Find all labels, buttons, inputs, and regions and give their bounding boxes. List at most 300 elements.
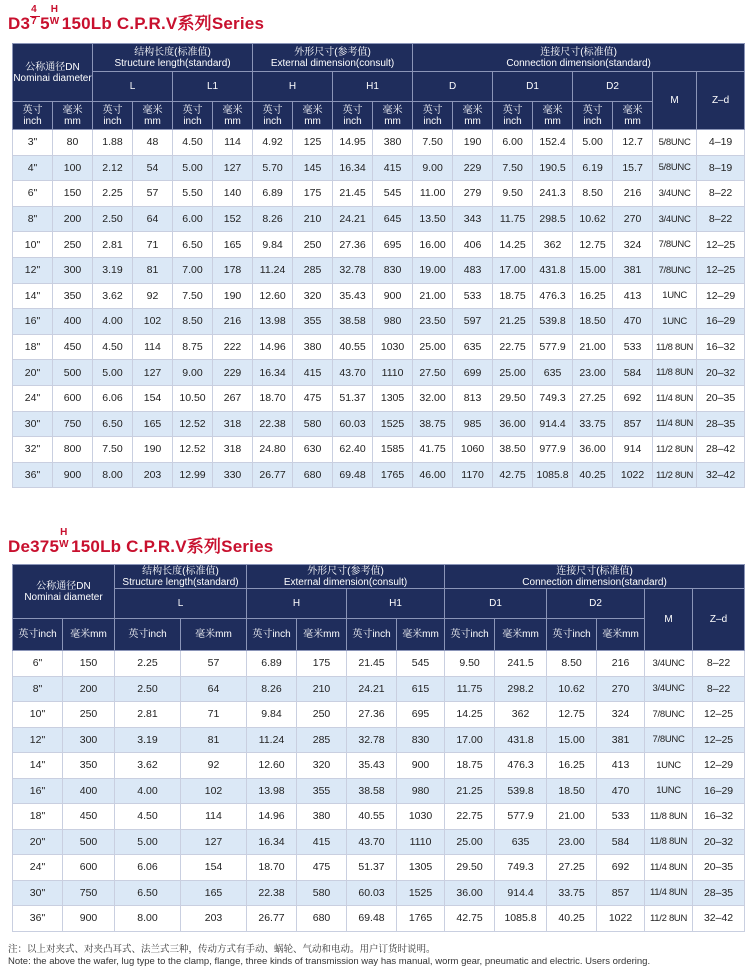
- table-row: [13, 778, 745, 804]
- table-cell: 46.00: [413, 462, 453, 488]
- table-cell: 1305: [373, 385, 413, 411]
- table-row: [13, 651, 745, 677]
- table-cell: 533: [453, 283, 493, 309]
- table-cell: 12.60: [253, 283, 293, 309]
- table-cell: 14.25: [493, 232, 533, 258]
- table-cell: 21.00: [413, 283, 453, 309]
- table-cell: 42.75: [445, 906, 495, 932]
- table-cell: 203: [133, 462, 173, 488]
- table-cell: 16.00: [413, 232, 453, 258]
- table-cell: 36.00: [493, 411, 533, 437]
- unit-inch: 英寸 inch: [253, 102, 293, 130]
- table-cell: 57: [181, 651, 247, 677]
- table-cell: 38.58: [347, 778, 397, 804]
- table1-dimensions: [12, 43, 745, 488]
- table-cell: 12–29: [697, 283, 745, 309]
- table-cell: 1UNC: [653, 283, 697, 309]
- table-cell: 750: [53, 411, 93, 437]
- table-cell: 6": [13, 651, 63, 677]
- table-cell: 298.5: [533, 206, 573, 232]
- table-row: [13, 232, 745, 258]
- table-cell: 3.19: [93, 257, 133, 283]
- table-cell: 2.81: [115, 702, 181, 728]
- table-cell: 16.34: [333, 155, 373, 181]
- table-cell: 600: [53, 385, 93, 411]
- table-cell: 21.45: [347, 651, 397, 677]
- table-cell: 4.50: [173, 130, 213, 156]
- table-cell: 54: [133, 155, 173, 181]
- unit-mm: 毫米mm: [297, 619, 347, 651]
- table-cell: 178: [213, 257, 253, 283]
- table-cell: 5/8UNC: [653, 155, 697, 181]
- table-cell: 69.48: [347, 906, 397, 932]
- table-cell: 41.75: [413, 437, 453, 463]
- table-cell: 355: [297, 778, 347, 804]
- table-cell: 7.50: [173, 283, 213, 309]
- table-cell: 5.50: [173, 181, 213, 207]
- table-cell: 3/4UNC: [653, 181, 697, 207]
- hdr-M: M: [645, 589, 693, 651]
- table-cell: 11/2 8UN: [653, 437, 697, 463]
- table-cell: 3.62: [93, 283, 133, 309]
- table-cell: 380: [293, 334, 333, 360]
- table-cell: 597: [453, 309, 493, 335]
- unit-inch: 英寸 inch: [413, 102, 453, 130]
- unit-inch: 英寸inch: [347, 619, 397, 651]
- table-cell: 380: [297, 804, 347, 830]
- table-cell: 470: [613, 309, 653, 335]
- table-cell: 1110: [373, 360, 413, 386]
- table-cell: 320: [297, 753, 347, 779]
- hdr-L: L: [93, 72, 173, 102]
- table-cell: 12.99: [173, 462, 213, 488]
- table-row: [13, 309, 745, 335]
- table-cell: 25.00: [413, 334, 453, 360]
- table-cell: 695: [397, 702, 445, 728]
- table-cell: 57: [133, 181, 173, 207]
- unit-inch: 英寸inch: [13, 619, 63, 651]
- table-cell: 12": [13, 727, 63, 753]
- table-cell: 1110: [397, 829, 445, 855]
- table-cell: 270: [613, 206, 653, 232]
- table-cell: 285: [297, 727, 347, 753]
- table-cell: 4–19: [697, 130, 745, 156]
- table-cell: 680: [297, 906, 347, 932]
- table-cell: 22.75: [445, 804, 495, 830]
- table-cell: 30": [13, 411, 53, 437]
- table-cell: 250: [293, 232, 333, 258]
- table-cell: 450: [63, 804, 115, 830]
- table-cell: 11/4 8UN: [653, 385, 697, 411]
- title-hw-stack: H W: [49, 4, 60, 27]
- table-cell: 415: [293, 360, 333, 386]
- table-cell: 7.50: [93, 437, 133, 463]
- table-cell: 400: [53, 309, 93, 335]
- hdr-D1: D1: [445, 589, 547, 619]
- table-cell: 81: [181, 727, 247, 753]
- table-cell: 2.81: [93, 232, 133, 258]
- table2-dimensions: [12, 564, 745, 932]
- table-cell: 20–35: [693, 855, 745, 881]
- table-cell: 699: [453, 360, 493, 386]
- table-cell: 210: [297, 676, 347, 702]
- table-cell: 28–35: [693, 880, 745, 906]
- table-cell: 10.62: [547, 676, 597, 702]
- table-cell: 18.50: [573, 309, 613, 335]
- hdr-external-dimension: 外形尺寸(参考值) External dimension(consult): [253, 44, 413, 72]
- table-cell: 17.00: [445, 727, 495, 753]
- table-cell: 8": [13, 206, 53, 232]
- table-cell: 23.00: [573, 360, 613, 386]
- table-cell: 200: [63, 676, 115, 702]
- table-cell: 29.50: [493, 385, 533, 411]
- hdr-connection-dimension: 连接尺寸(标准值) Connection dimension(standard): [413, 44, 745, 72]
- table-cell: 3": [13, 130, 53, 156]
- table-cell: 190: [213, 283, 253, 309]
- table-cell: 475: [293, 385, 333, 411]
- table-cell: 71: [181, 702, 247, 728]
- table-cell: 267: [213, 385, 253, 411]
- table-cell: 92: [181, 753, 247, 779]
- table-cell: 318: [213, 411, 253, 437]
- table-cell: 38.58: [333, 309, 373, 335]
- hdr-nominal-dn: 公称通径DN Nominai diameter: [13, 44, 93, 102]
- table-cell: 7/8UNC: [653, 232, 697, 258]
- table-cell: 1030: [397, 804, 445, 830]
- table-cell: 635: [533, 360, 573, 386]
- table-cell: 33.75: [573, 411, 613, 437]
- table-cell: 81: [133, 257, 173, 283]
- table-cell: 533: [613, 334, 653, 360]
- table-cell: 483: [453, 257, 493, 283]
- unit-mm: 毫米mm: [597, 619, 645, 651]
- table-row: [13, 437, 745, 463]
- table-cell: 2.50: [115, 676, 181, 702]
- table-cell: 1765: [397, 906, 445, 932]
- hdr-L1: L1: [173, 72, 253, 102]
- table-cell: 241.5: [495, 651, 547, 677]
- table-cell: 539.8: [533, 309, 573, 335]
- table-cell: 413: [597, 753, 645, 779]
- table-cell: 2.12: [93, 155, 133, 181]
- hdr-structure-length: 结构长度(标准值) Structure length(standard): [93, 44, 253, 72]
- table-cell: 36.00: [573, 437, 613, 463]
- table-cell: 7/8UNC: [645, 702, 693, 728]
- table-cell: 381: [613, 257, 653, 283]
- table-cell: 32": [13, 437, 53, 463]
- table-cell: 14.25: [445, 702, 495, 728]
- table-cell: 250: [63, 702, 115, 728]
- table-cell: 13.50: [413, 206, 453, 232]
- table-cell: 43.70: [333, 360, 373, 386]
- table2-title: De375 H W 150Lb C.P.R.V系列Series: [8, 527, 274, 556]
- table-cell: 7/8UNC: [653, 257, 697, 283]
- table-cell: 500: [63, 829, 115, 855]
- table-cell: 11/4 8UN: [645, 880, 693, 906]
- hdr-H1: H1: [347, 589, 445, 619]
- table-cell: 8.26: [247, 676, 297, 702]
- hdr-M: M: [653, 72, 697, 130]
- table-cell: 2.25: [115, 651, 181, 677]
- table-cell: 11/2 8UN: [645, 906, 693, 932]
- table-cell: 635: [453, 334, 493, 360]
- hdr-connection-dimension: 连接尺寸(标准值) Connection dimension(standard): [445, 565, 745, 589]
- table-cell: 20": [13, 360, 53, 386]
- unit-inch: 英寸inch: [247, 619, 297, 651]
- table-cell: 431.8: [495, 727, 547, 753]
- table-cell: 985: [453, 411, 493, 437]
- table-cell: 140: [213, 181, 253, 207]
- table-cell: 27.25: [547, 855, 597, 881]
- table-cell: 11.75: [445, 676, 495, 702]
- table-cell: 250: [297, 702, 347, 728]
- table-cell: 20–32: [693, 829, 745, 855]
- table-cell: 580: [293, 411, 333, 437]
- table-cell: 400: [63, 778, 115, 804]
- table-cell: 8": [13, 676, 63, 702]
- table-cell: 210: [293, 206, 333, 232]
- table-cell: 476.3: [533, 283, 573, 309]
- table-cell: 11/8 8UN: [645, 804, 693, 830]
- table-cell: 92: [133, 283, 173, 309]
- table-cell: 6.00: [173, 206, 213, 232]
- table-cell: 1585: [373, 437, 413, 463]
- table-cell: 12.60: [247, 753, 297, 779]
- table-cell: 11/4 8UN: [653, 411, 697, 437]
- unit-mm: 毫米 mm: [53, 102, 93, 130]
- table-cell: 23.00: [547, 829, 597, 855]
- table-cell: 229: [213, 360, 253, 386]
- table-cell: 645: [373, 206, 413, 232]
- table-cell: 300: [63, 727, 115, 753]
- table-cell: 18.75: [493, 283, 533, 309]
- table-cell: 1022: [613, 462, 653, 488]
- hdr-H: H: [253, 72, 333, 102]
- table-cell: 18.70: [253, 385, 293, 411]
- table-cell: 42.75: [493, 462, 533, 488]
- table-cell: 28–35: [697, 411, 745, 437]
- table-row: [13, 155, 745, 181]
- table-cell: 545: [373, 181, 413, 207]
- unit-inch: 英寸 inch: [573, 102, 613, 130]
- table-cell: 980: [397, 778, 445, 804]
- table-cell: 165: [181, 880, 247, 906]
- hdr-external-dimension: 外形尺寸(参考值) External dimension(consult): [247, 565, 445, 589]
- unit-inch: 英寸 inch: [173, 102, 213, 130]
- table1-title: D3 $\frac{4}{7}$ 5 H W 150Lb C.P.R.V系列Series: [8, 4, 265, 33]
- table-cell: 16.34: [247, 829, 297, 855]
- table-cell: 26.77: [253, 462, 293, 488]
- table-cell: 190: [133, 437, 173, 463]
- table-cell: 9.50: [445, 651, 495, 677]
- table-cell: 13.98: [247, 778, 297, 804]
- table-cell: 6": [13, 181, 53, 207]
- table-cell: 190.5: [533, 155, 573, 181]
- table-cell: 114: [181, 804, 247, 830]
- table-cell: 26.77: [247, 906, 297, 932]
- table-cell: 216: [213, 309, 253, 335]
- table-cell: 150: [53, 181, 93, 207]
- title-hw-stack: H W: [59, 527, 69, 550]
- table-cell: 35.43: [333, 283, 373, 309]
- table-cell: 36": [13, 906, 63, 932]
- table-cell: 24.21: [333, 206, 373, 232]
- title-fraction: $\frac{4}{7}$: [30, 9, 40, 25]
- table-cell: 32.78: [333, 257, 373, 283]
- table-cell: 830: [397, 727, 445, 753]
- table-cell: 5/8UNC: [653, 130, 697, 156]
- unit-mm: 毫米 mm: [533, 102, 573, 130]
- hdr-D1: D1: [493, 72, 573, 102]
- table-cell: 5.00: [115, 829, 181, 855]
- table-cell: 8.50: [547, 651, 597, 677]
- table-cell: 71: [133, 232, 173, 258]
- table-cell: 152.4: [533, 130, 573, 156]
- unit-mm: 毫米 mm: [453, 102, 493, 130]
- hdr-Zd: Z–d: [693, 589, 745, 651]
- table-cell: 4.00: [93, 309, 133, 335]
- table-cell: 12.52: [173, 437, 213, 463]
- table-cell: 2.50: [93, 206, 133, 232]
- table-cell: 175: [293, 181, 333, 207]
- table-cell: 27.50: [413, 360, 453, 386]
- table-row: [13, 283, 745, 309]
- footnote-en: Note: the above the wafer, lug type to the clamp, flange, three kinds of transmission way has manual, worm gear, pneumatic and electric. Users ordering.: [8, 956, 651, 967]
- table-cell: 16–32: [693, 804, 745, 830]
- table-cell: 15.7: [613, 155, 653, 181]
- table-cell: 9.84: [253, 232, 293, 258]
- unit-inch: 英寸inch: [115, 619, 181, 651]
- table-cell: 8.00: [93, 462, 133, 488]
- unit-mm: 毫米mm: [181, 619, 247, 651]
- table-cell: 33.75: [547, 880, 597, 906]
- table-cell: 539.8: [495, 778, 547, 804]
- table-cell: 14.96: [253, 334, 293, 360]
- table-cell: 38.75: [413, 411, 453, 437]
- table-cell: 250: [53, 232, 93, 258]
- table-cell: 27.36: [333, 232, 373, 258]
- footnote-cn: 注：以上对夹式、对夹凸耳式、法兰式三种，传动方式有手动、蜗轮、气动和电动。用户订货时说明。: [8, 944, 436, 955]
- table-cell: 16": [13, 309, 53, 335]
- table-cell: 300: [53, 257, 93, 283]
- unit-mm: 毫米mm: [63, 619, 115, 651]
- table-cell: 3/4UNC: [645, 676, 693, 702]
- table-cell: 1030: [373, 334, 413, 360]
- table-cell: 32–42: [697, 462, 745, 488]
- table-cell: 8–22: [693, 651, 745, 677]
- table-cell: 21.25: [445, 778, 495, 804]
- table-cell: 10.62: [573, 206, 613, 232]
- table-cell: 695: [373, 232, 413, 258]
- table-cell: 190: [453, 130, 493, 156]
- table-cell: 857: [613, 411, 653, 437]
- unit-inch: 英寸inch: [547, 619, 597, 651]
- table-cell: 40.55: [333, 334, 373, 360]
- table-cell: 32.00: [413, 385, 453, 411]
- table-row: [13, 727, 745, 753]
- table-cell: 11/8 8UN: [645, 829, 693, 855]
- table-cell: 977.9: [533, 437, 573, 463]
- table-cell: 900: [397, 753, 445, 779]
- table-cell: 12–25: [693, 702, 745, 728]
- table-cell: 14": [13, 283, 53, 309]
- table-cell: 630: [293, 437, 333, 463]
- table-cell: 32.78: [347, 727, 397, 753]
- table-row: [13, 753, 745, 779]
- table-row: [13, 855, 745, 881]
- table-cell: 69.48: [333, 462, 373, 488]
- table-cell: 415: [373, 155, 413, 181]
- table-cell: 8–22: [697, 181, 745, 207]
- unit-mm: 毫米 mm: [613, 102, 653, 130]
- table-cell: 4.92: [253, 130, 293, 156]
- table-cell: 533: [597, 804, 645, 830]
- table-cell: 900: [53, 462, 93, 488]
- table-cell: 692: [597, 855, 645, 881]
- table-cell: 450: [53, 334, 93, 360]
- hdr-H: H: [247, 589, 347, 619]
- table-cell: 900: [63, 906, 115, 932]
- table-cell: 21.25: [493, 309, 533, 335]
- table-cell: 27.25: [573, 385, 613, 411]
- table-cell: 12.52: [173, 411, 213, 437]
- table-cell: 355: [293, 309, 333, 335]
- table-cell: 114: [213, 130, 253, 156]
- table-cell: 584: [613, 360, 653, 386]
- table-cell: 216: [613, 181, 653, 207]
- table-cell: 584: [597, 829, 645, 855]
- table-cell: 24.21: [347, 676, 397, 702]
- table-cell: 241.3: [533, 181, 573, 207]
- table-cell: 11.24: [253, 257, 293, 283]
- table-row: [13, 462, 745, 488]
- table-cell: 29.50: [445, 855, 495, 881]
- table-cell: 11/8 8UN: [653, 334, 697, 360]
- table-cell: 7.50: [413, 130, 453, 156]
- table-cell: 14.96: [247, 804, 297, 830]
- table-cell: 500: [53, 360, 93, 386]
- table-cell: 1UNC: [653, 309, 697, 335]
- table-cell: 914: [613, 437, 653, 463]
- table-cell: 6.89: [253, 181, 293, 207]
- table-cell: 980: [373, 309, 413, 335]
- table-cell: 320: [293, 283, 333, 309]
- hdr-Zd: Z–d: [697, 72, 745, 130]
- table-cell: 3/4UNC: [645, 651, 693, 677]
- table-cell: 18.50: [547, 778, 597, 804]
- table-cell: 51.37: [347, 855, 397, 881]
- table-cell: 3.19: [115, 727, 181, 753]
- table-cell: 6.00: [493, 130, 533, 156]
- table-cell: 914.4: [495, 880, 547, 906]
- unit-mm: 毫米 mm: [293, 102, 333, 130]
- table-cell: 36": [13, 462, 53, 488]
- table-cell: 381: [597, 727, 645, 753]
- table-cell: 150: [63, 651, 115, 677]
- table-cell: 8–19: [697, 155, 745, 181]
- table-cell: 285: [293, 257, 333, 283]
- table-cell: 16": [13, 778, 63, 804]
- table-cell: 324: [613, 232, 653, 258]
- table-cell: 14": [13, 753, 63, 779]
- table-row: [13, 334, 745, 360]
- table-row: [13, 385, 745, 411]
- table-cell: 4.50: [93, 334, 133, 360]
- hdr-D: D: [413, 72, 493, 102]
- table-cell: 615: [397, 676, 445, 702]
- table-cell: 750: [63, 880, 115, 906]
- table-cell: 15.00: [573, 257, 613, 283]
